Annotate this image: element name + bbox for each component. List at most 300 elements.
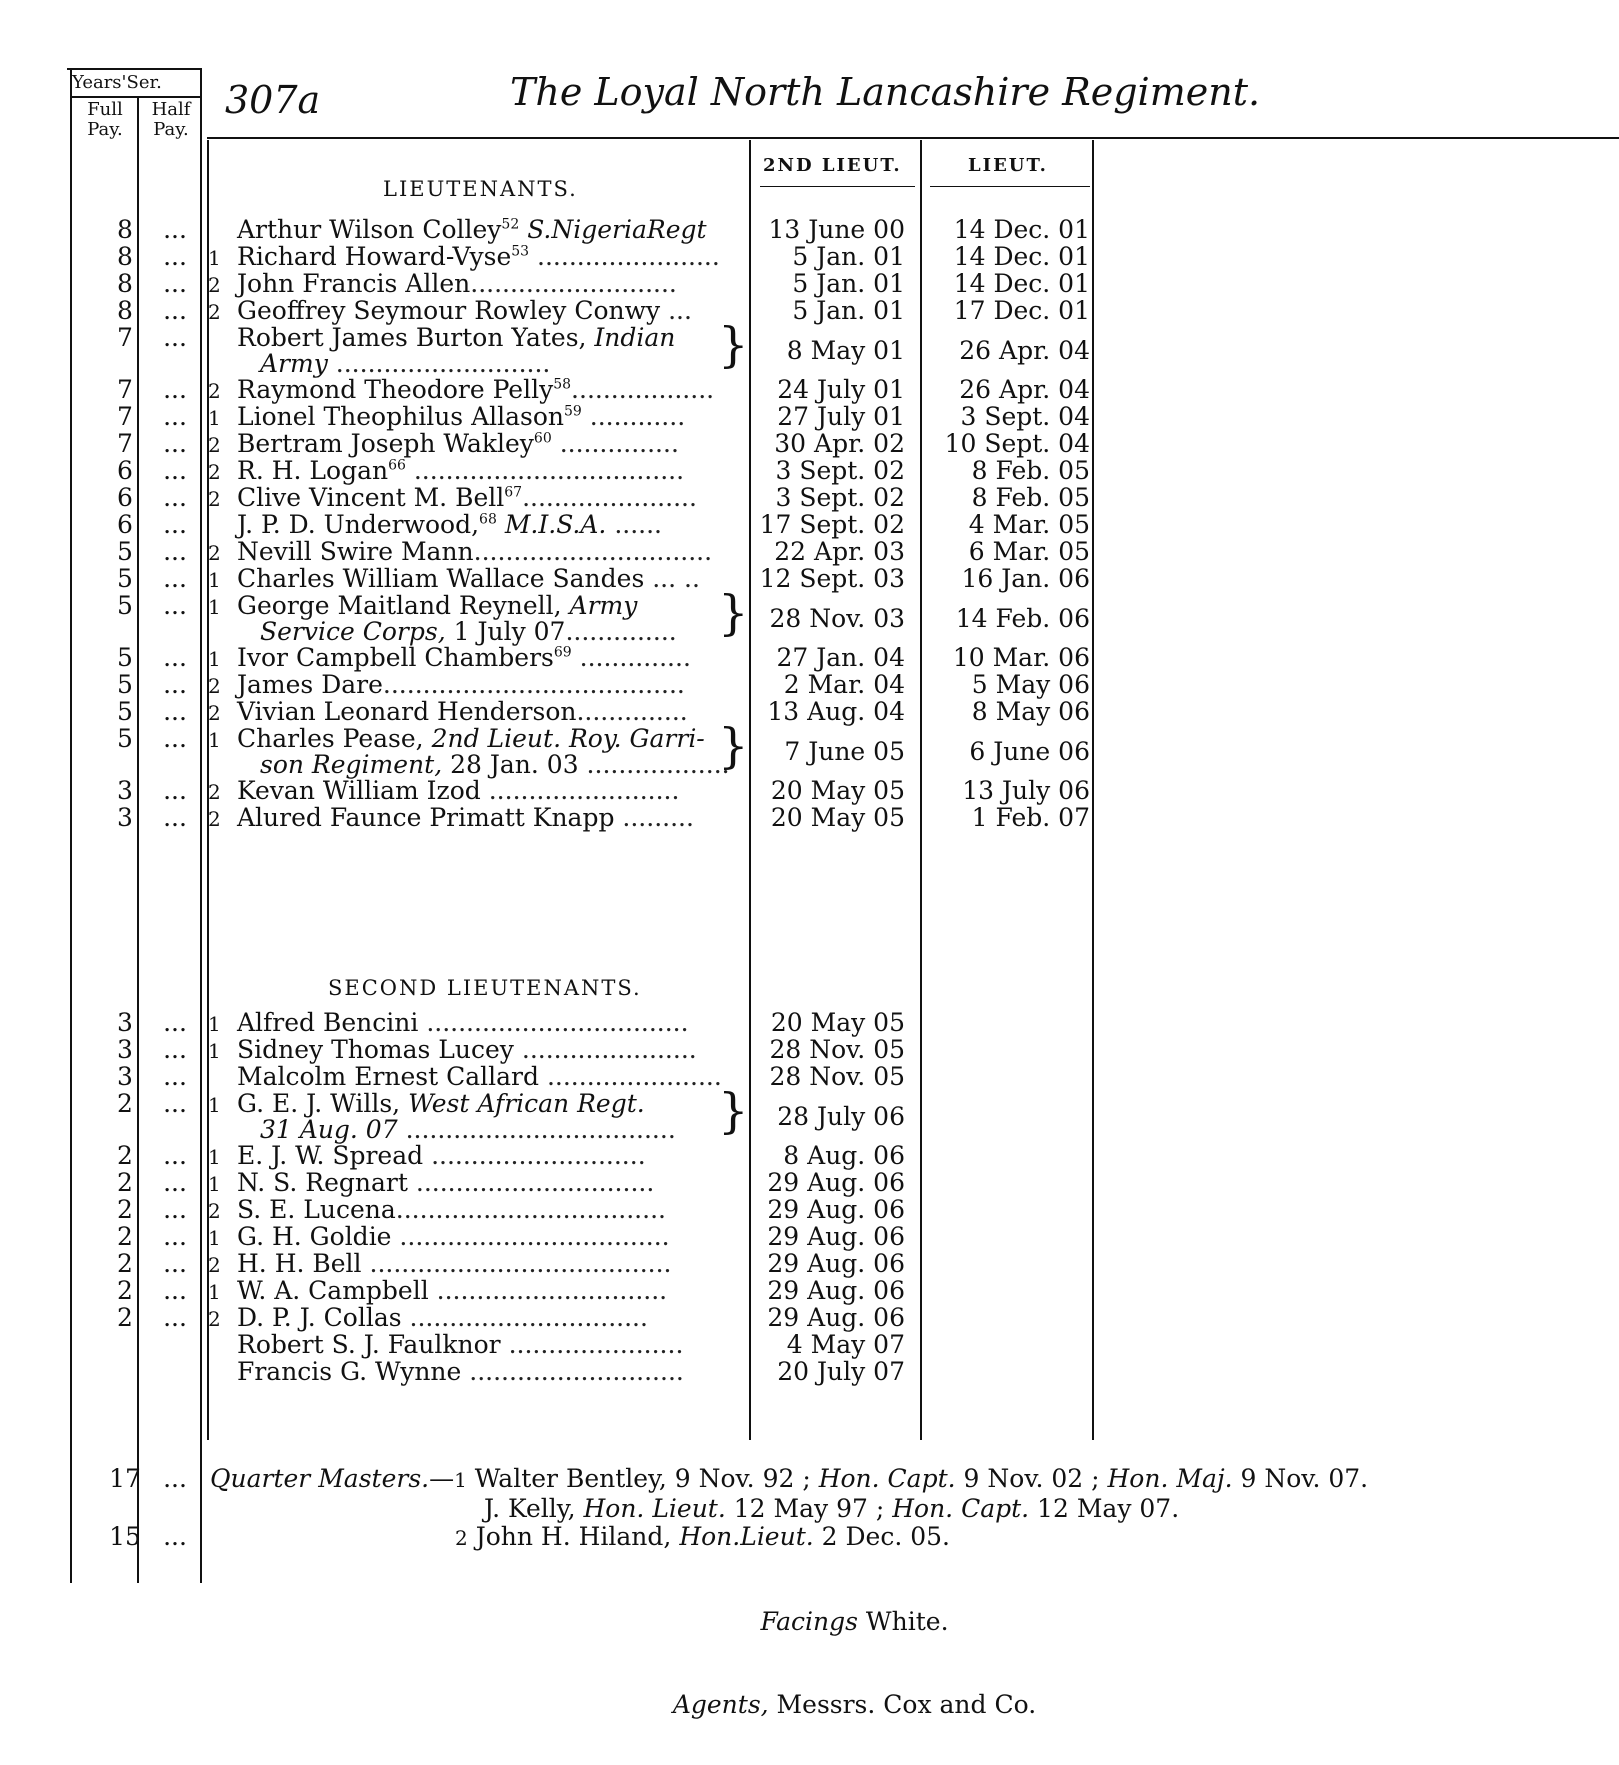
full-pay-years: 8 xyxy=(117,269,133,298)
date-lieut: 8 Feb. 05 xyxy=(971,483,1090,512)
officer-name: Robert James Burton Yates, xyxy=(237,323,595,352)
officer-name-line xyxy=(237,1062,722,1091)
date-lieut: 6 Mar. 05 xyxy=(968,537,1090,566)
date-lieut: 10 Mar. 06 xyxy=(952,643,1090,672)
date-2nd-lieut: 8 Aug. 06 xyxy=(783,1141,905,1170)
half-pay-years: ... xyxy=(163,1168,187,1197)
date-lieut: 6 June 06 xyxy=(969,737,1090,766)
footnote-ref: 69 xyxy=(553,644,572,661)
table-row xyxy=(0,1330,1619,1357)
table-row xyxy=(0,510,1619,537)
officer-name-line xyxy=(237,591,637,620)
full-pay-years: 8 xyxy=(117,242,133,271)
officer-name: G. H. Goldie xyxy=(237,1222,392,1251)
half-pay-years: ... xyxy=(163,1035,187,1064)
date-lieut: 4 Mar. 05 xyxy=(968,510,1090,539)
table-row xyxy=(0,1303,1619,1330)
leader-dots: ........................ xyxy=(480,776,680,805)
date-lieut: 13 July 06 xyxy=(962,776,1090,805)
half-pay-label: Half Pay. xyxy=(151,99,191,140)
continuation-text: Army xyxy=(260,349,328,378)
half-pay-years: ... xyxy=(163,537,187,566)
officer-name: Raymond Theodore Pelly xyxy=(237,375,554,404)
officer-name: Geoffrey Seymour Rowley Conwy xyxy=(237,296,661,325)
qm-date1: 9 Nov. 02 ; xyxy=(955,1464,1108,1493)
table-row-continuation xyxy=(0,617,1619,644)
officer-name-line xyxy=(237,776,679,805)
leader-dots: ...................... xyxy=(500,1330,684,1359)
qm-title1: Hon. Capt. xyxy=(818,1464,956,1493)
full-pay-years: 7 xyxy=(117,429,133,458)
officer-name-line xyxy=(237,1222,670,1251)
table-row xyxy=(0,1249,1619,1276)
date-2nd-lieut: 20 May 05 xyxy=(770,776,905,805)
brace-glyph: } xyxy=(718,718,749,774)
continuation-text: Service Corps, xyxy=(260,617,446,646)
officer-name-line xyxy=(237,429,679,458)
full-pay-years: 5 xyxy=(117,643,133,672)
battalion-number: 1 xyxy=(208,728,221,752)
half-pay-years: ... xyxy=(163,1089,187,1118)
officer-name: Arthur Wilson Colley xyxy=(237,215,502,244)
half-pay-years: ... xyxy=(163,456,187,485)
date-2nd-lieut: 29 Aug. 06 xyxy=(767,1168,905,1197)
leader-dots: ........................... xyxy=(327,349,551,378)
date-2nd-lieut: 13 June 00 xyxy=(768,215,905,244)
full-pay-years: 5 xyxy=(117,564,133,593)
date-2nd-lieut: 8 May 01 xyxy=(786,336,905,365)
half-pay-years: ... xyxy=(163,323,187,352)
table-row xyxy=(0,1008,1619,1035)
battalion-number: 1 xyxy=(208,1093,221,1117)
continuation-plain: 1 July 07 xyxy=(445,617,566,646)
header-box-top xyxy=(67,68,201,70)
battalion-number: 1 xyxy=(208,1145,221,1169)
date-2nd-lieut: 30 Apr. 02 xyxy=(774,429,905,458)
full-pay-years: 2 xyxy=(117,1141,133,1170)
date-lieut: 14 Dec. 01 xyxy=(953,215,1090,244)
qm-row-3 xyxy=(0,1522,1619,1549)
officer-name-line xyxy=(237,296,692,325)
officer-suffix: West African Regt. xyxy=(408,1089,645,1118)
battalion-number: 2 xyxy=(208,1199,221,1223)
leader-dots: .................................. xyxy=(405,456,685,485)
officer-name-line xyxy=(237,510,662,539)
battalion-number: 1 xyxy=(208,1280,221,1304)
footnote-ref: 58 xyxy=(553,376,572,393)
table-row xyxy=(0,269,1619,296)
full-pay-years: 2 xyxy=(117,1276,133,1305)
leader-dots: ............................. xyxy=(428,1276,668,1305)
half-pay-years: ... xyxy=(163,242,187,271)
battalion-number: 2 xyxy=(208,1253,221,1277)
qm-row-2 xyxy=(0,1494,1619,1521)
qm3-half-pay: ... xyxy=(163,1522,187,1551)
half-pay-years: ... xyxy=(163,215,187,244)
full-pay-years: 2 xyxy=(117,1303,133,1332)
officer-name-line xyxy=(237,269,677,298)
full-pay-years: 6 xyxy=(117,456,133,485)
date-2nd-lieut: 29 Aug. 06 xyxy=(767,1195,905,1224)
leader-dots: ....................... xyxy=(529,242,720,271)
officer-name: Kevan William Izod xyxy=(237,776,481,805)
half-pay-years: ... xyxy=(163,1141,187,1170)
officer-name-line xyxy=(237,323,675,352)
leader-dots: ................................. xyxy=(418,1008,689,1037)
date-2nd-lieut: 29 Aug. 06 xyxy=(767,1276,905,1305)
half-pay-years: ... xyxy=(163,564,187,593)
qm2-name: J. Kelly, xyxy=(484,1494,584,1523)
date-lieut: 1 Feb. 07 xyxy=(971,803,1090,832)
battalion-number: 2 xyxy=(208,460,221,484)
officer-name-line xyxy=(237,1303,648,1332)
officer-name: Francis G. Wynne xyxy=(237,1357,462,1386)
footnote-ref: 60 xyxy=(533,430,552,447)
continuation-line xyxy=(260,1115,676,1144)
full-pay-years: 5 xyxy=(117,537,133,566)
brace-glyph: } xyxy=(718,1083,749,1139)
battalion-number: 2 xyxy=(208,701,221,725)
leader-dots: .............................. xyxy=(401,1303,648,1332)
leader-dots: ........................... xyxy=(423,1141,646,1170)
officer-name-line xyxy=(237,1249,672,1278)
date-2nd-lieut: 4 May 07 xyxy=(786,1330,905,1359)
half-pay-years: ... xyxy=(163,296,187,325)
facings-label: Facings xyxy=(760,1607,858,1636)
leader-dots: .............. xyxy=(571,643,691,672)
half-pay-years: ... xyxy=(163,1303,187,1332)
date-2nd-lieut: 28 Nov. 05 xyxy=(769,1035,905,1064)
date-2nd-lieut: 29 Aug. 06 xyxy=(767,1303,905,1332)
date-lieut: 5 May 06 xyxy=(971,670,1090,699)
facings-line xyxy=(45,1607,1619,1636)
date-lieut: 14 Feb. 06 xyxy=(955,604,1090,633)
leader-dots: ...................................... xyxy=(382,670,685,699)
battalion-number: 2 xyxy=(208,433,221,457)
table-row-continuation xyxy=(0,1115,1619,1142)
leader-dots: ...................... xyxy=(513,1035,697,1064)
full-pay-years: 2 xyxy=(117,1168,133,1197)
date-lieut: 17 Dec. 01 xyxy=(953,296,1090,325)
date-lieut: 16 Jan. 06 xyxy=(961,564,1090,593)
date-2nd-lieut: 27 July 01 xyxy=(777,402,905,431)
half-pay-years: ... xyxy=(163,670,187,699)
col-head-2nd-lieut: 2ND LIEUT. xyxy=(763,155,902,176)
battalion-number: 1 xyxy=(208,647,221,671)
battalion-number: 2 xyxy=(208,1307,221,1331)
leader-dots: ...................................... xyxy=(361,1249,672,1278)
table-row-continuation xyxy=(0,750,1619,777)
half-pay-years: ... xyxy=(163,483,187,512)
half-pay-years: ... xyxy=(163,269,187,298)
date-2nd-lieut: 13 Aug. 04 xyxy=(767,697,905,726)
half-pay-years: ... xyxy=(163,402,187,431)
qm-label: Quarter Masters. xyxy=(210,1464,430,1493)
footnote-ref: 67 xyxy=(504,484,523,501)
date-2nd-lieut: 20 May 05 xyxy=(770,803,905,832)
date-lieut: 8 May 06 xyxy=(971,697,1090,726)
continuation-plain: 28 Jan. 03 xyxy=(442,750,579,779)
officer-name-line xyxy=(237,1035,697,1064)
table-row xyxy=(0,1195,1619,1222)
leader-dots: ... xyxy=(660,296,692,325)
date-lieut: 10 Sept. 04 xyxy=(944,429,1090,458)
officer-name: Vivian Leonard Henderson xyxy=(237,697,577,726)
date-2nd-lieut: 20 July 07 xyxy=(777,1357,905,1386)
leader-dots: ...................... xyxy=(522,483,697,512)
officer-name: Malcolm Ernest Callard xyxy=(237,1062,540,1091)
battalion-number: 2 xyxy=(208,300,221,324)
table-row xyxy=(0,456,1619,483)
full-pay-years: 2 xyxy=(117,1249,133,1278)
officer-suffix: 2nd Lieut. Roy. Garri- xyxy=(431,724,705,753)
facings-value: White. xyxy=(857,1607,949,1636)
battalion-number: 2 xyxy=(208,273,221,297)
table-row xyxy=(0,564,1619,591)
officer-name: D. P. J. Collas xyxy=(237,1303,402,1332)
date-2nd-lieut: 20 May 05 xyxy=(770,1008,905,1037)
officer-name: Charles William Wallace Sandes xyxy=(237,564,645,593)
date-2nd-lieut: 22 Apr. 03 xyxy=(774,537,905,566)
table-row xyxy=(0,242,1619,269)
half-pay-years: ... xyxy=(163,1276,187,1305)
table-row xyxy=(0,1035,1619,1062)
officer-name-line xyxy=(237,1195,666,1224)
battalion-number: 2 xyxy=(208,780,221,804)
officer-name: Nevill Swire Mann xyxy=(237,537,474,566)
date-2nd-lieut: 3 Sept. 02 xyxy=(775,456,905,485)
officer-name: Sidney Thomas Lucey xyxy=(237,1035,514,1064)
battalion-number: 2 xyxy=(208,807,221,831)
battalion-number: 2 xyxy=(208,541,221,565)
battalion-number: 1 xyxy=(208,595,221,619)
date-2nd-lieut: 28 Nov. 03 xyxy=(769,604,905,633)
leader-dots: .................................. xyxy=(395,1195,666,1224)
qm3-full-pay: 15 xyxy=(109,1522,141,1551)
footnote-ref: 53 xyxy=(511,243,530,260)
table-row xyxy=(0,296,1619,323)
full-pay-years: 7 xyxy=(117,375,133,404)
battalion-number: 1 xyxy=(208,1039,221,1063)
battalion-number: 1 xyxy=(208,1012,221,1036)
officer-name-line xyxy=(237,1357,684,1386)
officer-name-line xyxy=(237,483,697,512)
officer-name: Richard Howard-Vyse xyxy=(237,242,512,271)
date-lieut: 8 Feb. 05 xyxy=(971,456,1090,485)
date-2nd-lieut: 7 June 05 xyxy=(784,737,905,766)
officer-name-line xyxy=(237,697,688,726)
half-pay-years: ... xyxy=(163,697,187,726)
table-row xyxy=(0,776,1619,803)
full-pay-years: 8 xyxy=(117,296,133,325)
qm3-bn: 2 xyxy=(455,1526,468,1550)
date-2nd-lieut: 5 Jan. 01 xyxy=(792,296,905,325)
officer-name-line xyxy=(237,564,700,593)
full-pay-years: 5 xyxy=(117,591,133,620)
table-row xyxy=(0,643,1619,670)
officer-name: James Dare xyxy=(237,670,383,699)
officer-name: Bertram Joseph Wakley xyxy=(237,429,534,458)
half-pay-years: ... xyxy=(163,724,187,753)
officer-name: Ivor Campbell Chambers xyxy=(237,643,554,672)
date-2nd-lieut: 29 Aug. 06 xyxy=(767,1222,905,1251)
full-pay-years: 2 xyxy=(117,1195,133,1224)
table-row xyxy=(0,402,1619,429)
battalion-number: 2 xyxy=(208,674,221,698)
battalion-number: 2 xyxy=(208,487,221,511)
table-row xyxy=(0,1168,1619,1195)
footnote-ref: 66 xyxy=(388,457,406,474)
officer-suffix: Indian xyxy=(594,323,676,352)
half-pay-years: ... xyxy=(163,375,187,404)
header-rule xyxy=(207,137,1619,139)
table-row xyxy=(0,697,1619,724)
col-head-lieut: LIEUT. xyxy=(968,155,1048,176)
lieutenants-heading: LIEUTENANTS. xyxy=(383,177,578,201)
header-box-mid xyxy=(72,96,200,98)
officer-name: J. P. D. Underwood, xyxy=(237,510,480,539)
leader-dots: ......... xyxy=(614,803,694,832)
full-pay-years: 3 xyxy=(117,1062,133,1091)
qm-row-1 xyxy=(0,1464,1619,1491)
date-2nd-lieut: 29 Aug. 06 xyxy=(767,1249,905,1278)
brace-glyph: } xyxy=(718,585,749,641)
leader-dots: ........................... xyxy=(461,1357,684,1386)
table-row xyxy=(0,215,1619,242)
qm2-title1: Hon. Lieut. xyxy=(583,1494,726,1523)
qm3-title1: Hon.Lieut. xyxy=(679,1522,814,1551)
battalion-number: 1 xyxy=(208,568,221,592)
date-lieut: 3 Sept. 04 xyxy=(960,402,1090,431)
date-lieut: 26 Apr. 04 xyxy=(959,375,1090,404)
half-pay-years: ... xyxy=(163,643,187,672)
full-pay-years: 3 xyxy=(117,803,133,832)
full-pay-years: 2 xyxy=(117,1222,133,1251)
agents-line xyxy=(45,1690,1619,1719)
qm-title2: Hon. Maj. xyxy=(1107,1464,1233,1493)
agents-value: Messrs. Cox and Co. xyxy=(768,1690,1037,1719)
leader-dots: .............................. xyxy=(473,537,713,566)
officer-name: E. J. W. Spread xyxy=(237,1141,424,1170)
officer-name-line xyxy=(237,1276,667,1305)
qm-full-pay: 17 xyxy=(109,1464,141,1493)
officer-name-line xyxy=(237,724,705,753)
battalion-number: 2 xyxy=(208,379,221,403)
table-row xyxy=(0,1222,1619,1249)
officer-name-line xyxy=(237,1141,646,1170)
continuation-line xyxy=(260,349,550,378)
qm3-name: John H. Hiland, xyxy=(475,1522,680,1551)
agents-label: Agents, xyxy=(672,1690,769,1719)
officer-name: Lionel Theophilus Allason xyxy=(237,402,565,431)
footnote-ref: 52 xyxy=(501,216,520,233)
date-lieut: 26 Apr. 04 xyxy=(959,336,1090,365)
officer-name: Alfred Bencini xyxy=(237,1008,419,1037)
officer-name-line xyxy=(237,537,712,566)
half-pay-years: ... xyxy=(163,510,187,539)
full-pay-years: 3 xyxy=(117,1008,133,1037)
qm-half-pay: ... xyxy=(163,1464,187,1493)
leader-dots: .......................... xyxy=(470,269,677,298)
officer-name-line xyxy=(237,1008,689,1037)
table-row xyxy=(0,670,1619,697)
full-pay-years: 3 xyxy=(117,776,133,805)
table-row xyxy=(0,483,1619,510)
table-row xyxy=(0,375,1619,402)
officer-name-line xyxy=(237,215,707,244)
battalion-number: 1 xyxy=(208,1226,221,1250)
battalion-number: 1 xyxy=(208,406,221,430)
officer-name-line xyxy=(237,803,694,832)
full-pay-years: 6 xyxy=(117,483,133,512)
officer-name: H. H. Bell xyxy=(237,1249,362,1278)
table-row xyxy=(0,1357,1619,1384)
leader-dots: .................................. xyxy=(391,1222,670,1251)
leader-dots: .................................. xyxy=(397,1115,676,1144)
qm2-date2: 12 May 07. xyxy=(1029,1494,1180,1523)
officer-name-line xyxy=(237,1168,654,1197)
full-pay-years: 6 xyxy=(117,510,133,539)
qm-date2: 9 Nov. 07. xyxy=(1232,1464,1369,1493)
half-pay-years: ... xyxy=(163,1195,187,1224)
table-row xyxy=(0,803,1619,830)
officer-name: John Francis Allen xyxy=(237,269,471,298)
officer-name: S. E. Lucena xyxy=(237,1195,396,1224)
officer-name-line xyxy=(237,456,684,485)
date-2nd-lieut: 5 Jan. 01 xyxy=(792,269,905,298)
battalion-number: 1 xyxy=(208,1172,221,1196)
full-pay-years: 7 xyxy=(117,402,133,431)
continuation-text: son Regiment, xyxy=(260,750,443,779)
officer-name-line xyxy=(237,375,714,404)
leader-dots: .............. xyxy=(576,697,688,726)
officer-name: G. E. J. Wills, xyxy=(237,1089,409,1118)
date-2nd-lieut: 27 Jan. 04 xyxy=(776,643,905,672)
continuation-line xyxy=(260,617,677,646)
half-pay-years: ... xyxy=(163,591,187,620)
page-number: 307a xyxy=(225,78,321,122)
table-row xyxy=(0,429,1619,456)
col-underline-lieut xyxy=(930,186,1090,187)
qm2-title2: Hon. Capt. xyxy=(892,1494,1030,1523)
officer-name: Alured Faunce Primatt Knapp xyxy=(237,803,615,832)
date-2nd-lieut: 28 July 06 xyxy=(777,1102,905,1131)
full-pay-years: 5 xyxy=(117,724,133,753)
leader-dots: .............................. xyxy=(407,1168,655,1197)
qm-name: Walter Bentley, 9 Nov. 92 ; xyxy=(474,1464,819,1493)
officer-name: Charles Pease, xyxy=(237,724,432,753)
battalion-number: 1 xyxy=(208,246,221,270)
table-row xyxy=(0,1141,1619,1168)
full-pay-years: 5 xyxy=(117,670,133,699)
officer-name: Robert S. J. Faulknor xyxy=(237,1330,501,1359)
half-pay-years: ... xyxy=(163,803,187,832)
date-2nd-lieut: 12 Sept. 03 xyxy=(759,564,905,593)
full-pay-years: 5 xyxy=(117,697,133,726)
brace-glyph: } xyxy=(718,317,749,373)
leader-dots: ...................... xyxy=(539,1062,722,1091)
full-pay-years: 3 xyxy=(117,1035,133,1064)
leader-dots: .............. xyxy=(565,617,677,646)
officer-name-line xyxy=(237,670,685,699)
leader-dots: ............... xyxy=(551,429,679,458)
officer-name-line xyxy=(237,242,720,271)
full-pay-years: 7 xyxy=(117,323,133,352)
full-pay-years: 2 xyxy=(117,1089,133,1118)
officer-name: George Maitland Reynell, xyxy=(237,591,570,620)
officer-name: N. S. Regnart xyxy=(237,1168,408,1197)
half-pay-years: ... xyxy=(163,1222,187,1251)
